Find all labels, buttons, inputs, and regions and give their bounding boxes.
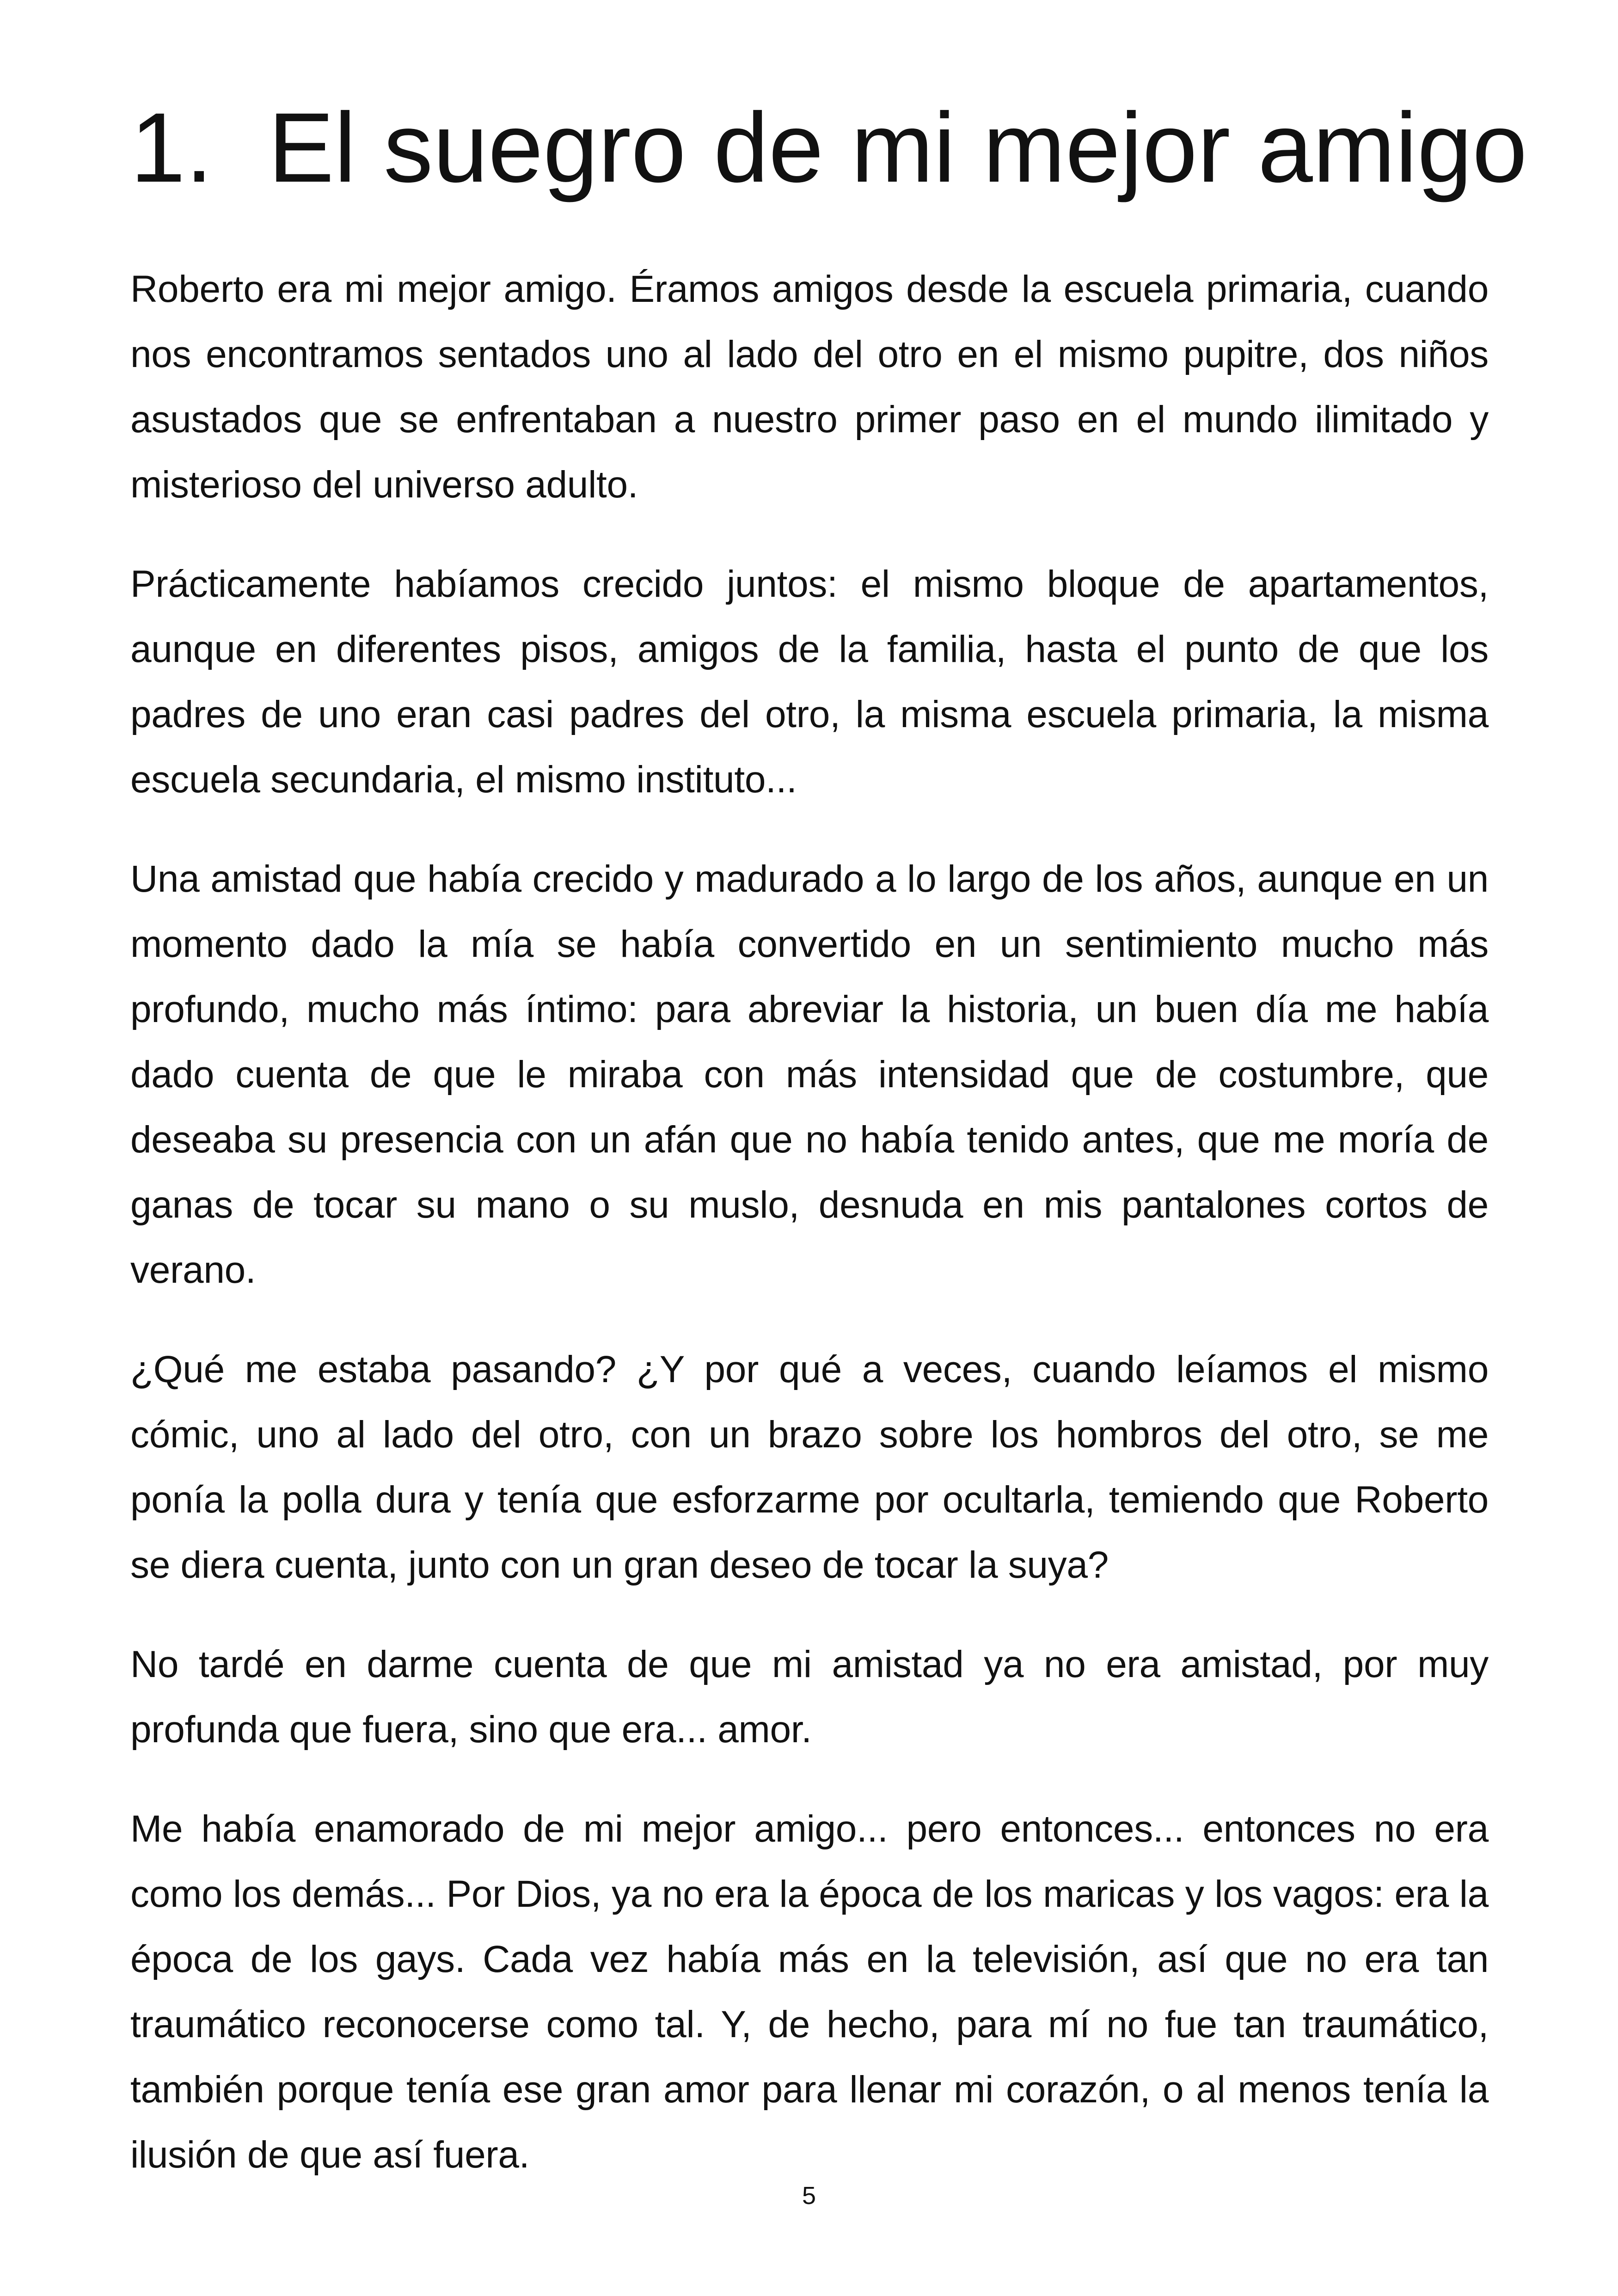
paragraph-2: Prácticamente habíamos crecido juntos: el mismo bloque de apartamentos, aunque en diferentes pisos, amigos de la familia, hasta el punto de que los padres de uno eran casi padres del otro, la misma escuela primaria, la misma escuela secundaria, el mismo instituto...	[130, 563, 1489, 801]
chapter-heading	[130, 90, 1527, 206]
paragraph-3: Una amistad que había crecido y madurado a lo largo de los años, aunque en un momento dado la mía se había convertido en un sentimiento mucho más profundo, mucho más íntimo: para abreviar la historia, un buen día me había dado cuenta de que le miraba con más intensidad que de costumbre, que deseaba su presencia con un afán que no había tenido antes, que me moría de ganas de tocar su mano o su muslo, desnuda en mis pantalones cortos de verano.	[130, 858, 1489, 1291]
paragraph-4: ¿Qué me estaba pasando? ¿Y por qué a veces, cuando leíamos el mismo cómic, uno al lado del otro, con un brazo sobre los hombros del otro, se me ponía la polla dura y tenía que esforzarme por ocultarla, temiendo que Roberto se diera cuenta, junto con un gran deseo de tocar la suya?	[130, 1348, 1489, 1586]
chapter-body	[130, 257, 1489, 2222]
paragraph-6: Me había enamorado de mi mejor amigo... pero entonces... entonces no era como los demás... Por Dios, ya no era la época de los maricas y los vagos: era la época de los gays. Cada vez había más en la televisión, así que no era tan traumático reconocerse como tal. Y, de hecho, para mí no fue tan traumático, también porque tenía ese gran amor para llenar mi corazón, o al menos tenía la ilusión de que así fuera.	[130, 1808, 1489, 2176]
chapter-title: El suegro de mi mejor amigo	[268, 92, 1527, 203]
chapter-number: 1.	[130, 92, 213, 203]
paragraph-1: Roberto era mi mejor amigo. Éramos amigos desde la escuela primaria, cuando nos encontramos sentados uno al lado del otro en el mismo pupitre, dos niños asustados que se enfrentaban a nuestro primer paso en el mundo ilimitado y misterioso del universo adulto.	[130, 268, 1489, 506]
paragraph-5: No tardé en darme cuenta de que mi amistad ya no era amistad, por muy profunda que fuera, sino que era... amor.	[130, 1643, 1489, 1751]
page-number: 5	[802, 2182, 816, 2210]
